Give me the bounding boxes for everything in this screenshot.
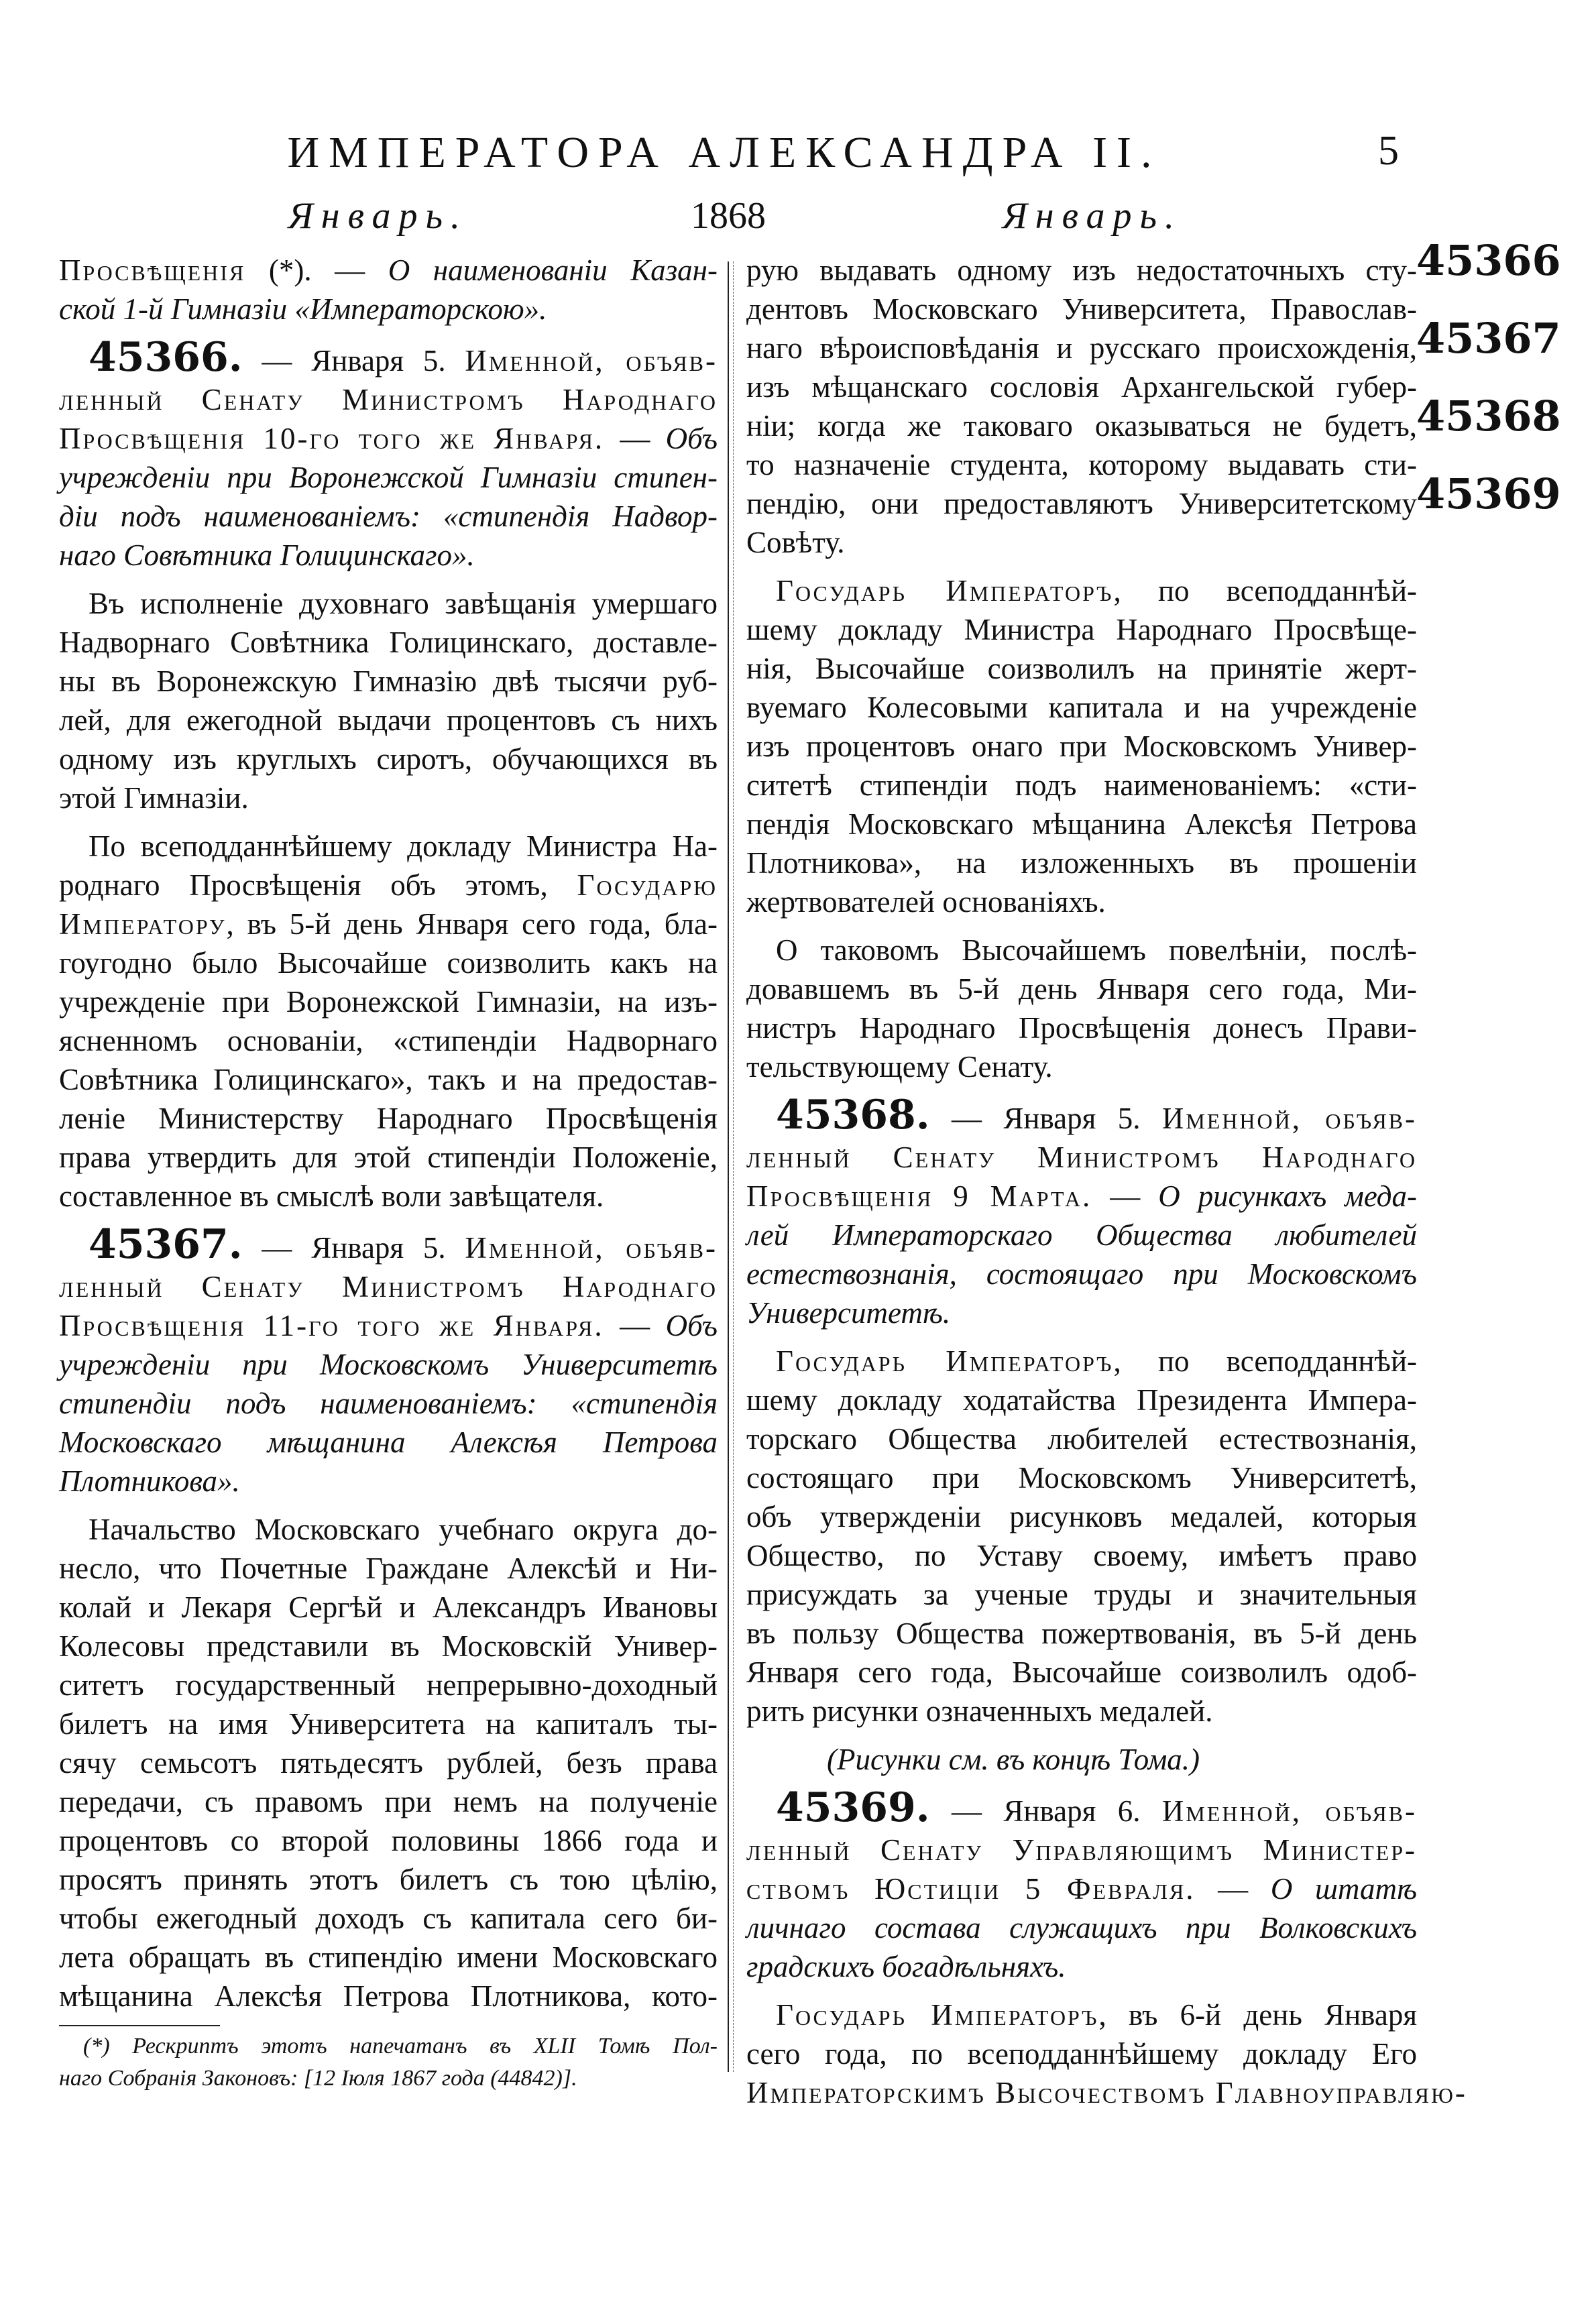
column-divider-dashed bbox=[733, 262, 734, 2072]
text-segment: ствомъ Юстиціи 5 Февраля. bbox=[746, 1872, 1196, 1906]
text-segment: Объ bbox=[665, 1309, 718, 1342]
text-segment: , въ 6-й день Января bbox=[1098, 1998, 1418, 2032]
text-segment: , по всеподданнѣй- bbox=[1113, 574, 1418, 607]
text-line bbox=[59, 1743, 718, 1782]
text-segment: (Рисунки см. въ концѣ Тома.) bbox=[827, 1743, 1200, 1776]
text-line bbox=[746, 1575, 1417, 1614]
text-segment: Колесовы представили въ Московскій Универ- bbox=[59, 1629, 718, 1663]
text-segment: Государь Императоръ bbox=[776, 1998, 1099, 2032]
text-line bbox=[746, 2034, 1417, 2073]
text-line bbox=[746, 367, 1417, 406]
text-line bbox=[59, 778, 718, 817]
text-line bbox=[746, 1536, 1417, 1575]
text-line bbox=[746, 970, 1417, 1008]
text-segment: Императору bbox=[59, 907, 227, 941]
text-segment: шему докладу Министра Народнаго Просвѣще- bbox=[746, 613, 1417, 646]
paragraph bbox=[59, 251, 718, 329]
text-segment: — Января 5. bbox=[242, 344, 465, 377]
text-line bbox=[746, 1692, 1417, 1731]
act-number: 45369. bbox=[776, 1784, 930, 1831]
text-line bbox=[746, 1653, 1417, 1692]
text-segment: въ пользу Общества пожертвованія, въ 5-й день bbox=[746, 1617, 1417, 1650]
text-segment: Государю bbox=[577, 868, 718, 902]
text-segment: Именной, объяв- bbox=[465, 1231, 718, 1265]
text-segment: пендія Московскаго мѣщанина Алексѣя Петрова bbox=[746, 807, 1417, 841]
text-line bbox=[59, 380, 718, 419]
right-column bbox=[746, 251, 1467, 2112]
text-line bbox=[59, 1704, 718, 1743]
text-segment: торскаго Общества любителей естествознанія, bbox=[746, 1422, 1417, 1456]
paragraph bbox=[59, 334, 718, 575]
text-segment: лей, для ежегодной выдачи процентовъ съ нихъ bbox=[59, 703, 718, 737]
text-line bbox=[746, 571, 1417, 610]
text-line bbox=[59, 1462, 718, 1501]
text-segment: изъ процентовъ онаго при Московскомъ Универ- bbox=[746, 730, 1417, 763]
text-segment: Совѣту. bbox=[746, 526, 845, 559]
footnote-line: наго Собранія Законовъ: [12 Іюля 1867 года (44842)]. bbox=[59, 2066, 577, 2091]
act-number: 45368. bbox=[776, 1092, 930, 1139]
month-right: Январь. bbox=[1003, 195, 1182, 237]
text-segment: Начальство Московскаго учебнаго округа до- bbox=[89, 1513, 718, 1546]
text-segment: то назначеніе студента, которому выдавать сти- bbox=[746, 448, 1417, 481]
text-segment: (*). — bbox=[245, 253, 388, 287]
text-segment: изъ мѣщанскаго сословія Архангельской губер- bbox=[746, 370, 1417, 404]
act-number: 45367. bbox=[89, 1221, 243, 1268]
text-line bbox=[59, 905, 718, 943]
text-line bbox=[59, 1267, 718, 1306]
text-segment: сячу семьсотъ пятьдесятъ рублей, безъ права bbox=[59, 1746, 718, 1780]
text-line bbox=[746, 2073, 1467, 2112]
text-line bbox=[746, 1381, 1417, 1419]
text-segment: лета обращать въ стипендію имени Московскаго bbox=[59, 1940, 718, 1974]
text-segment: — Января 5. bbox=[929, 1102, 1162, 1135]
text-segment: , по всеподданнѣй- bbox=[1113, 1344, 1418, 1378]
text-line bbox=[59, 740, 718, 778]
margin-number: 45369 bbox=[1416, 469, 1561, 518]
text-segment: Плотникова». bbox=[59, 1464, 240, 1498]
text-segment: ны въ Воронежскую Гимназію двѣ тысячи руб- bbox=[59, 664, 718, 698]
text-segment: Именной, объяв- bbox=[1161, 1102, 1417, 1135]
text-line bbox=[59, 290, 718, 329]
footnote-rule bbox=[59, 2025, 220, 2026]
text-segment: О наименованіи Казан- bbox=[388, 253, 718, 287]
text-line bbox=[746, 1047, 1417, 1086]
text-line bbox=[59, 251, 718, 290]
text-line bbox=[59, 1099, 718, 1138]
text-line bbox=[59, 1549, 718, 1588]
paragraph bbox=[746, 571, 1417, 921]
page-number: 5 bbox=[1378, 128, 1399, 174]
text-line bbox=[59, 1860, 718, 1899]
text-line bbox=[746, 610, 1417, 649]
paragraph bbox=[59, 1510, 718, 2016]
figure-note bbox=[746, 1740, 1417, 1779]
text-segment: О штатѣ bbox=[1270, 1872, 1417, 1906]
text-line bbox=[59, 623, 718, 662]
text-segment: О таковомъ Высочайшемъ повелѣніи, послѣ- bbox=[776, 933, 1417, 967]
text-line bbox=[746, 1497, 1417, 1536]
text-line bbox=[746, 688, 1417, 727]
text-line bbox=[746, 931, 1417, 970]
text-line bbox=[746, 1177, 1417, 1216]
text-line bbox=[746, 406, 1417, 445]
text-line bbox=[59, 1510, 718, 1549]
text-segment: нія, Высочайше соизволилъ на принятіе жерт- bbox=[746, 652, 1417, 685]
text-segment: Императорскимъ Высочествомъ Главноуправляю- bbox=[746, 2076, 1467, 2109]
text-segment: ясненномъ основаніи, «стипендіи Надворнаго bbox=[59, 1024, 718, 1057]
text-segment: несло, что Почетные Граждане Алексѣй и Ни- bbox=[59, 1552, 718, 1585]
text-segment: рую выдавать одному изъ недостаточныхъ сту- bbox=[746, 253, 1417, 287]
text-segment: одному изъ круглыхъ сиротъ, обучающихся въ bbox=[59, 742, 718, 776]
column-divider bbox=[728, 262, 729, 2072]
text-line bbox=[746, 1216, 1417, 1255]
text-line bbox=[746, 882, 1417, 921]
paragraph bbox=[59, 584, 718, 817]
text-line bbox=[59, 1899, 718, 1938]
text-line bbox=[59, 334, 718, 381]
text-segment: составленное въ смыслѣ воли завѣщателя. bbox=[59, 1179, 604, 1213]
text-segment: передачи, съ правомъ при немъ на полученіе bbox=[59, 1785, 718, 1818]
text-segment: учрежденіи при Московскомъ Университетѣ bbox=[59, 1348, 718, 1381]
text-segment: Объ bbox=[665, 422, 718, 455]
margin-number: 45368 bbox=[1416, 392, 1561, 441]
text-segment: наго вѣроисповѣданія и русскаго происхожденія, bbox=[746, 331, 1417, 365]
text-segment: — Января 6. bbox=[929, 1794, 1162, 1828]
text-segment: пендію, они предоставляютъ Университетскому bbox=[746, 487, 1417, 520]
paragraph bbox=[59, 1221, 718, 1501]
paragraph bbox=[746, 1995, 1467, 2112]
text-line bbox=[59, 584, 718, 623]
text-line bbox=[59, 1021, 718, 1060]
text-segment: ситетѣ стипендіи подъ наименованіемъ: «сти- bbox=[746, 768, 1417, 802]
text-line bbox=[59, 1666, 718, 1704]
act-number: 45366. bbox=[89, 334, 243, 381]
text-segment: ситетъ государственный непрерывно-доходный bbox=[59, 1668, 718, 1702]
text-segment: учрежденіи при Воронежской Гимназіи стипен- bbox=[59, 461, 718, 494]
paragraph bbox=[746, 1784, 1417, 1986]
text-line bbox=[746, 1342, 1417, 1381]
month-left: Январь. bbox=[288, 195, 468, 237]
text-segment: Совѣтника Голицинскаго», такъ и на предостав- bbox=[59, 1063, 718, 1096]
text-line bbox=[59, 1821, 718, 1860]
text-segment: градскихъ богадѣльняхъ. bbox=[746, 1950, 1066, 1983]
text-line bbox=[746, 727, 1417, 766]
text-line bbox=[746, 649, 1417, 688]
text-line bbox=[746, 844, 1417, 882]
text-line bbox=[59, 1782, 718, 1821]
text-segment: роднаго Просвѣщенія объ этомъ, bbox=[59, 868, 577, 902]
left-column bbox=[59, 251, 718, 2016]
text-line bbox=[746, 1419, 1417, 1458]
text-line bbox=[746, 1614, 1417, 1653]
text-segment: состоящаго при Московскомъ Университетѣ, bbox=[746, 1461, 1417, 1495]
text-segment: жертвователей основаніяхъ. bbox=[746, 885, 1106, 919]
text-segment: просятъ принять этотъ билетъ съ тою цѣлію, bbox=[59, 1863, 718, 1896]
text-segment: тельствующему Сенату. bbox=[746, 1050, 1053, 1084]
text-line bbox=[746, 1947, 1417, 1986]
text-segment: Государь Императоръ bbox=[776, 574, 1114, 607]
footnote bbox=[59, 2030, 718, 2095]
text-line bbox=[746, 1138, 1417, 1177]
text-segment: лей Императорскаго Общества любителей bbox=[746, 1218, 1417, 1252]
text-line bbox=[746, 251, 1417, 290]
text-segment: рить рисунки означенныхъ медалей. bbox=[746, 1694, 1213, 1728]
text-line bbox=[59, 458, 718, 497]
paragraph bbox=[746, 251, 1417, 562]
text-line bbox=[746, 766, 1417, 805]
text-segment: Московскаго мѣщанина Алексѣя Петрова bbox=[59, 1426, 718, 1459]
text-line bbox=[59, 662, 718, 701]
text-segment: мѣщанина Алексѣя Петрова Плотникова, кото- bbox=[59, 1979, 718, 2013]
text-line bbox=[59, 1384, 718, 1423]
text-segment: сего года, по всеподданнѣйшему докладу Его bbox=[746, 2037, 1417, 2071]
text-segment: ской 1-й Гимназіи «Императорскою». bbox=[59, 292, 547, 326]
text-segment: процентовъ со второй половины 1866 года и bbox=[59, 1824, 718, 1857]
text-segment: Плотникова», на изложенныхъ въ прошеніи bbox=[746, 846, 1417, 880]
text-segment: права утвердить для этой стипендіи Положеніе, bbox=[59, 1141, 718, 1174]
running-head-title: ИМПЕРАТОРА АЛЕКСАНДРА II. bbox=[287, 128, 1161, 177]
text-segment: — bbox=[604, 422, 666, 455]
text-line bbox=[59, 1306, 718, 1345]
footnote-line: (*) Рескриптъ этотъ напечатанъ въ XLII Томѣ Пол- bbox=[83, 2034, 718, 2058]
text-segment: діи подъ наименованіемъ: «стипендія Надвор- bbox=[59, 500, 718, 533]
text-segment: По всеподданнѣйшему докладу Министра На- bbox=[89, 829, 718, 863]
text-line bbox=[59, 1221, 718, 1268]
text-segment: шему докладу ходатайства Президента Импера- bbox=[746, 1383, 1417, 1417]
text-segment: Января сего года, Высочайше соизволилъ одоб- bbox=[746, 1655, 1417, 1689]
text-line bbox=[59, 943, 718, 982]
text-segment: леніе Министерству Народнаго Просвѣщенія bbox=[59, 1102, 718, 1135]
paragraph bbox=[59, 827, 718, 1216]
text-segment: колай и Лекаря Сергѣй и Александръ Ивановы bbox=[59, 1590, 718, 1624]
text-segment: Именной, объяв- bbox=[1161, 1794, 1417, 1828]
text-line bbox=[59, 827, 718, 866]
text-segment: Надворнаго Совѣтника Голицинскаго, доставле- bbox=[59, 626, 718, 659]
text-segment: нистръ Народнаго Просвѣщенія донесъ Прави- bbox=[746, 1011, 1417, 1045]
paragraph bbox=[746, 1342, 1417, 1731]
text-segment: вуемаго Колесовыми капитала и на учрежденіе bbox=[746, 691, 1417, 724]
text-line bbox=[59, 1138, 718, 1177]
text-segment: учрежденіе при Воронежской Гимназіи, на изъ- bbox=[59, 985, 718, 1019]
text-segment: ленный Сенату Управляющимъ Министер- bbox=[746, 1833, 1417, 1867]
text-line bbox=[746, 1908, 1417, 1947]
text-line bbox=[59, 866, 718, 905]
text-segment: ленный Сенату Министромъ Народнаго bbox=[59, 1270, 718, 1303]
text-line bbox=[59, 701, 718, 740]
text-segment: естествознанія, состоящаго при Московскомъ bbox=[746, 1257, 1417, 1291]
text-segment: объ утвержденіи рисунковъ медалей, которыя bbox=[746, 1500, 1417, 1533]
text-line bbox=[746, 1255, 1417, 1293]
text-segment: — Января 5. bbox=[242, 1231, 465, 1265]
text-segment: Общество, по Уставу своему, имѣетъ право bbox=[746, 1539, 1417, 1572]
text-segment: — bbox=[604, 1309, 666, 1342]
text-segment: — bbox=[1092, 1179, 1159, 1213]
text-line bbox=[746, 290, 1417, 329]
text-line bbox=[59, 1588, 718, 1627]
text-segment: дентовъ Московскаго Университета, Православ- bbox=[746, 292, 1417, 326]
text-line bbox=[746, 523, 1417, 562]
year: 1868 bbox=[691, 195, 766, 237]
text-segment: довавшемъ въ 5-й день Января сего года, Ми- bbox=[746, 972, 1417, 1006]
text-line bbox=[746, 805, 1417, 844]
paragraph bbox=[746, 931, 1417, 1086]
text-line bbox=[746, 1869, 1417, 1908]
text-line bbox=[746, 1293, 1417, 1332]
text-line bbox=[746, 1831, 1417, 1869]
text-segment: присуждать за ученые труды и значительныя bbox=[746, 1578, 1417, 1611]
text-line bbox=[59, 419, 718, 458]
text-line bbox=[746, 1740, 1417, 1779]
text-segment: Государь Императоръ bbox=[776, 1344, 1114, 1378]
text-segment: наго Совѣтника Голицинскаго». bbox=[59, 538, 475, 572]
text-line bbox=[746, 1784, 1417, 1831]
paragraph bbox=[746, 1092, 1417, 1332]
text-segment: О рисункахъ меда- bbox=[1158, 1179, 1417, 1213]
text-line bbox=[59, 1627, 718, 1666]
text-line bbox=[59, 1177, 718, 1216]
text-segment: стипендіи подъ наименованіемъ: «стипендія bbox=[59, 1387, 718, 1420]
text-segment: ніи; когда же таковаго оказываться не будетъ, bbox=[746, 409, 1417, 443]
text-segment: этой Гимназіи. bbox=[59, 781, 249, 815]
text-segment: Въ исполненіе духовнаго завѣщанія умершаго bbox=[89, 587, 718, 620]
text-line bbox=[746, 1092, 1417, 1139]
text-line bbox=[59, 982, 718, 1021]
text-segment: — bbox=[1195, 1872, 1271, 1906]
margin-number: 45367 bbox=[1416, 314, 1561, 363]
text-segment: Просвѣщенія 11-го того же Января. bbox=[59, 1309, 604, 1342]
text-line bbox=[746, 1008, 1417, 1047]
text-line bbox=[59, 536, 718, 575]
text-segment: Именной, объяв- bbox=[465, 344, 718, 377]
text-segment: личнаго состава служащихъ при Волковскихъ bbox=[746, 1911, 1417, 1944]
text-segment: чтобы ежегодный доходъ съ капитала сего би- bbox=[59, 1902, 718, 1935]
text-segment: Просвѣщенія 9 Марта. bbox=[746, 1179, 1092, 1213]
text-line bbox=[59, 1345, 718, 1384]
text-line bbox=[746, 329, 1417, 367]
text-segment: Просвѣщенія 10-го того же Января. bbox=[59, 422, 605, 455]
text-segment: ленный Сенату Министромъ Народнаго bbox=[746, 1141, 1417, 1174]
text-line bbox=[59, 497, 718, 536]
text-segment: , въ 5-й день Января сего года, бла- bbox=[226, 907, 718, 941]
text-segment: ленный Сенату Министромъ Народнаго bbox=[59, 383, 718, 416]
text-line bbox=[746, 484, 1417, 523]
text-segment: билетъ на имя Университета на капиталъ ты- bbox=[59, 1707, 718, 1741]
text-line bbox=[746, 445, 1417, 484]
text-line bbox=[59, 1938, 718, 1977]
text-segment: Просвѣщенія bbox=[59, 253, 246, 287]
text-line bbox=[59, 1977, 718, 2016]
text-line bbox=[746, 1458, 1417, 1497]
text-line bbox=[59, 1060, 718, 1099]
text-line bbox=[59, 1423, 718, 1462]
text-line bbox=[746, 1995, 1417, 2034]
text-segment: Университетѣ. bbox=[746, 1296, 951, 1330]
margin-number: 45366 bbox=[1416, 236, 1561, 285]
text-segment: гоугодно было Высочайше соизволить какъ на bbox=[59, 946, 718, 980]
